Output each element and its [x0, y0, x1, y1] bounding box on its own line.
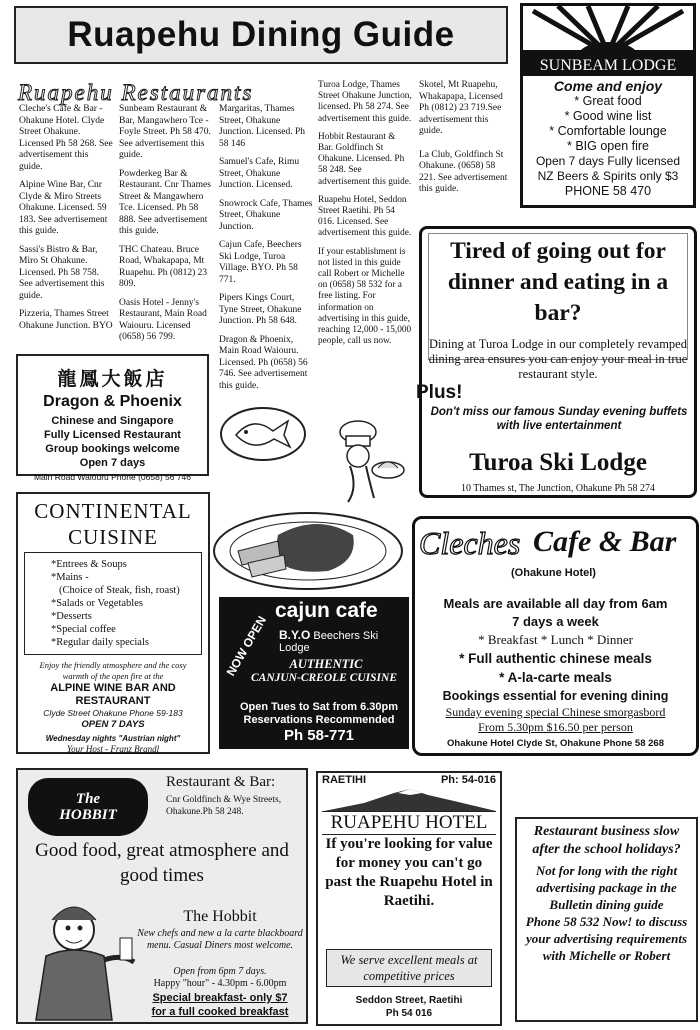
sunbeam-name: SUNBEAM LODGE — [523, 56, 693, 76]
turoa-headline: Tired of going out for dinner and eating in a bar? — [447, 238, 669, 326]
ruapehu-name: RUAPEHU HOTEL — [322, 811, 496, 835]
menu-item: *Special coffee — [51, 624, 116, 635]
listing: Snowrock Cafe, Thames Street, Ohakune Junction. — [219, 198, 313, 232]
hobbit-hours: Open from 6pm 7 days. — [173, 966, 267, 977]
hobbit-happy-hour: Happy "hour" - 4.30pm - 6.00pm — [153, 978, 287, 989]
ruapehu-phone: Ph 54 016 — [385, 1008, 433, 1019]
menu-item: (Choice of Steak, fish, roast) — [59, 585, 180, 596]
cajun-cuisine: CANJUN-CREOLE CUISINE — [250, 672, 398, 684]
listing-column-3 — [219, 104, 313, 399]
hobbit-name: The Hobbit — [183, 908, 257, 925]
ruapehu-town: RAETIHI — [322, 774, 366, 786]
listing: Ruapehu Hotel, Seddon Street Raetihi. Ph 54 016. Licensed. See advertisement this guide. — [318, 194, 412, 239]
sunbeam-open: Open 7 days Fully licensed — [535, 154, 681, 168]
cleches-line: 7 days a week — [512, 614, 599, 629]
promo-line: Not for long with the right advertising package in the Bulletin dining guide — [535, 863, 678, 912]
listing: Oasis Hotel - Jenny's Restaurant, Main Road Waiouru. Licensed (0658) 56 799. — [119, 297, 207, 342]
continental-name: RESTAURANT — [75, 695, 151, 707]
listing: Powderkeg Bar & Restaurant. Cnr Thames Street & Mangawhero Tce. Licensed. Ph 58 888. See advertisement this guide. — [119, 168, 211, 236]
hobbit-address: Cnr Goldfinch & Wye Streets, Ohakune.Ph 58 248. — [166, 795, 282, 817]
listing-column-2 — [119, 104, 213, 351]
dragon-name: Dragon & Phoenix — [43, 393, 182, 410]
dragon-address: Main Road Waiouru Phone (0658) 56 746 — [33, 472, 192, 482]
turoa-special: Don't miss our famous Sunday evening buffets with live entertainment — [430, 406, 688, 432]
promo-line: Phone 58 532 Now! to discuss your advertising requirements with Michelle or Robert — [525, 914, 688, 963]
sunrise-illustration — [523, 6, 693, 56]
plus-label: Plus! — [416, 382, 463, 403]
cajun-name: cajun cafe — [275, 599, 378, 622]
cleches-line: Sunday evening special Chinese smorgasbord — [445, 705, 666, 719]
ruapehu-meals: We serve excellent meals at competitive prices — [326, 949, 492, 987]
listing: Pizzeria, Thames Street Ohakune Junction. BYO — [19, 309, 113, 331]
chef-illustration — [318, 418, 410, 510]
continental-address: Clyde Street Ohakune Phone 59-183 — [43, 708, 183, 718]
cajun-authentic: AUTHENTIC — [289, 657, 363, 671]
listing: Sunbeam Restaurant & Bar, Mangawhero Tce - Foyle Street. Ph 58 470. See advertisement this guide. — [119, 104, 211, 160]
dragon-line: Chinese and Singapore — [51, 415, 174, 427]
sunbeam-bullet: * BIG open fire — [567, 139, 649, 153]
ruapehu-body: If you're looking for value for money you can't go past the Ruapehu Hotel in Raetihi. — [325, 836, 493, 909]
continental-open: OPEN 7 DAYS — [81, 719, 145, 730]
listing: Hobbit Restaurant & Bar. Goldfinch St Ohakune. Licensed. Ph 58 248. See advertisement this guide. — [318, 131, 412, 187]
hobbit-ad — [16, 768, 308, 1024]
continental-title: CUISINE — [68, 525, 158, 549]
cleches-line: Bookings essential for evening dining — [442, 689, 669, 703]
turoa-body: Dining at Turoa Lodge in our completely revamped dining area ensures you can enjoy your meal in true restaurant style. — [428, 337, 688, 381]
continental-host: Your Host - Franz Brandl — [66, 744, 160, 754]
dragon-phoenix-ad — [16, 354, 209, 482]
listing: La Club, Goldfinch St Ohakune. (0658) 58 221. See advertisement this guide. — [419, 149, 508, 194]
sunbeam-bullet: * Good wine list — [564, 109, 652, 123]
cleches-line: * Breakfast * Lunch * Dinner — [478, 632, 633, 647]
hobbit-logo — [28, 778, 148, 836]
sunbeam-lodge-ad — [520, 3, 696, 208]
mountain-illustration — [324, 787, 496, 811]
fish-plate-illustration — [218, 405, 308, 463]
cajun-cafe-ad — [219, 597, 409, 749]
sunbeam-bullet: * Great food — [574, 94, 642, 108]
cajun-lodge: Beechers Ski Lodge — [279, 630, 379, 654]
listing: Cleche's Cafe & Bar - Ohakune Hotel. Clyde Street Ohakune. Licensed Ph 58 268. See advertisement this guide. — [19, 104, 113, 172]
menu-item: *Mains - — [51, 572, 89, 583]
dragon-line: Fully Licensed Restaurant — [44, 429, 181, 441]
page-title: Ruapehu Dining Guide — [14, 6, 508, 64]
listing-invite: If your establishment is not listed in this guide call Robert or Michelle on (0658) 58 532 for a free listing. For information on advertising in this guide, reaching 12,000 - 15,000 people, call us now. — [318, 246, 412, 347]
hobbit-character-illustration — [22, 894, 140, 1022]
cleches-line: From 5.30pm $16.50 per person — [478, 720, 633, 734]
hobbit-body: New chefs and new a la carte blackboard menu. Casual Diners most welcome. — [137, 928, 303, 951]
turoa-name: Turoa Ski Lodge — [469, 449, 647, 476]
listing-column-4 — [318, 80, 412, 354]
now-open-banner: NOW OPEN — [220, 609, 273, 683]
menu-item: *Salads or Vegetables — [51, 598, 143, 609]
continental-name: ALPINE WINE BAR AND — [50, 682, 176, 694]
cleches-sub: (Ohakune Hotel) — [511, 567, 596, 579]
advertising-promo — [515, 817, 698, 1022]
alpine-wine-bar-ad — [16, 492, 210, 754]
hobbit-logo-text: The HOBBIT — [59, 791, 117, 823]
chinese-characters: 龍鳳大飯店 — [57, 369, 168, 390]
restaurants-heading: Ruapehu Restaurants — [18, 80, 254, 105]
sunbeam-phone: PHONE 58 470 — [564, 184, 652, 198]
hobbit-special: for a full cooked breakfast — [151, 1006, 289, 1018]
continental-title: CONTINENTAL — [34, 499, 192, 523]
cleches-address: Ohakune Hotel Clyde St, Ohakune Phone 58 268 — [447, 738, 664, 749]
cajun-reservations: Reservations Recommended — [243, 714, 395, 726]
continental-enjoy: Enjoy the friendly atmosphere and the cosy warmth of the open fire at the — [39, 660, 187, 681]
listing: Turoa Lodge, Thames Street Ohakune Junction, licensed. Ph 58 274. See advertisement this guide. — [318, 80, 412, 124]
menu-item: *Entrees & Soups — [51, 559, 127, 570]
listing-column-5 — [419, 80, 513, 203]
listing: Pipers Kings Court, Tyne Street, Ohakune Junction. Ph 58 648. — [219, 293, 302, 326]
ruapehu-phone-top: Ph: 54-016 — [440, 774, 496, 786]
listing: Alpine Wine Bar, Cnr Clyde & Miro Streets Ohakune. Licensed. 59 183. See advertisement this guide. — [19, 180, 108, 236]
cleches-script: Cleches — [419, 525, 521, 561]
ruapehu-street: Seddon Street, Raetihi — [355, 995, 463, 1006]
cleches-line: * A-la-carte meals — [499, 670, 612, 685]
cajun-hours: Open Tues to Sat from 6.30pm — [239, 701, 399, 713]
cleches-name: Cafe & Bar — [533, 525, 677, 558]
cleches-cafe-ad — [412, 516, 699, 756]
listing: Cajun Cafe, Beechers Ski Lodge, Turoa Village. BYO. Ph 58 771. — [219, 240, 302, 285]
turoa-address: 10 Thames st, The Junction, Ohakune Ph 58 274 — [460, 483, 656, 494]
sunbeam-bullet: * Comfortable lounge — [549, 124, 667, 138]
cleches-line: * Full authentic chinese meals — [459, 651, 652, 666]
promo-line: Restaurant business slow after the school holidays? — [532, 824, 681, 857]
cajun-byo: B.Y.O — [279, 628, 311, 642]
hobbit-slogan: Good food, great atmosphere and good times — [35, 840, 289, 886]
listing: Dragon & Phoenix, Main Road Waiouru. Licensed. Ph (0658) 56 746. See advertisement this guide. — [219, 334, 308, 391]
dragon-line: Group bookings welcome — [45, 443, 180, 455]
continental-wednesday: Wednesday nights "Austrian night" — [45, 734, 181, 743]
dragon-line: Open 7 days — [79, 457, 146, 469]
ruapehu-hotel-ad — [316, 771, 502, 1026]
listing: Skotel, Mt Ruapehu, Whakapapa, Licensed Ph (0812) 23 719.See advertisement this guide. — [419, 80, 503, 136]
menu-item: *Desserts — [51, 611, 92, 622]
sunbeam-beers: NZ Beers & Spirits only $3 — [537, 169, 679, 183]
hobbit-heading: Restaurant & Bar: — [166, 774, 276, 790]
menu-item: *Regular daily specials — [51, 637, 149, 648]
hobbit-special: Special breakfast- only $7 — [152, 992, 288, 1004]
listing: Samuel's Cafe, Rimu Street, Ohakune Junction. Licensed. — [219, 157, 300, 190]
sunbeam-headline: Come and enjoy — [553, 78, 663, 94]
listing: Margaritas, Thames Street, Ohakune Junction. Licensed. Ph 58 146 — [219, 104, 306, 149]
listing: Sassi's Bistro & Bar, Miro St Ohakune. Licensed. Ph 58 758. See advertisement this guide. — [19, 244, 105, 301]
listing: THC Chateau. Bruce Road, Whakapapa, Mt Ruapehu. Ph (0812) 23 809. — [119, 244, 208, 289]
roast-plate-illustration — [208, 505, 408, 593]
cajun-phone: Ph 58-771 — [283, 727, 355, 744]
listing-column-1 — [19, 104, 113, 339]
turoa-ski-lodge-ad — [416, 226, 697, 498]
cleches-line: Meals are available all day from 6am — [443, 596, 668, 611]
